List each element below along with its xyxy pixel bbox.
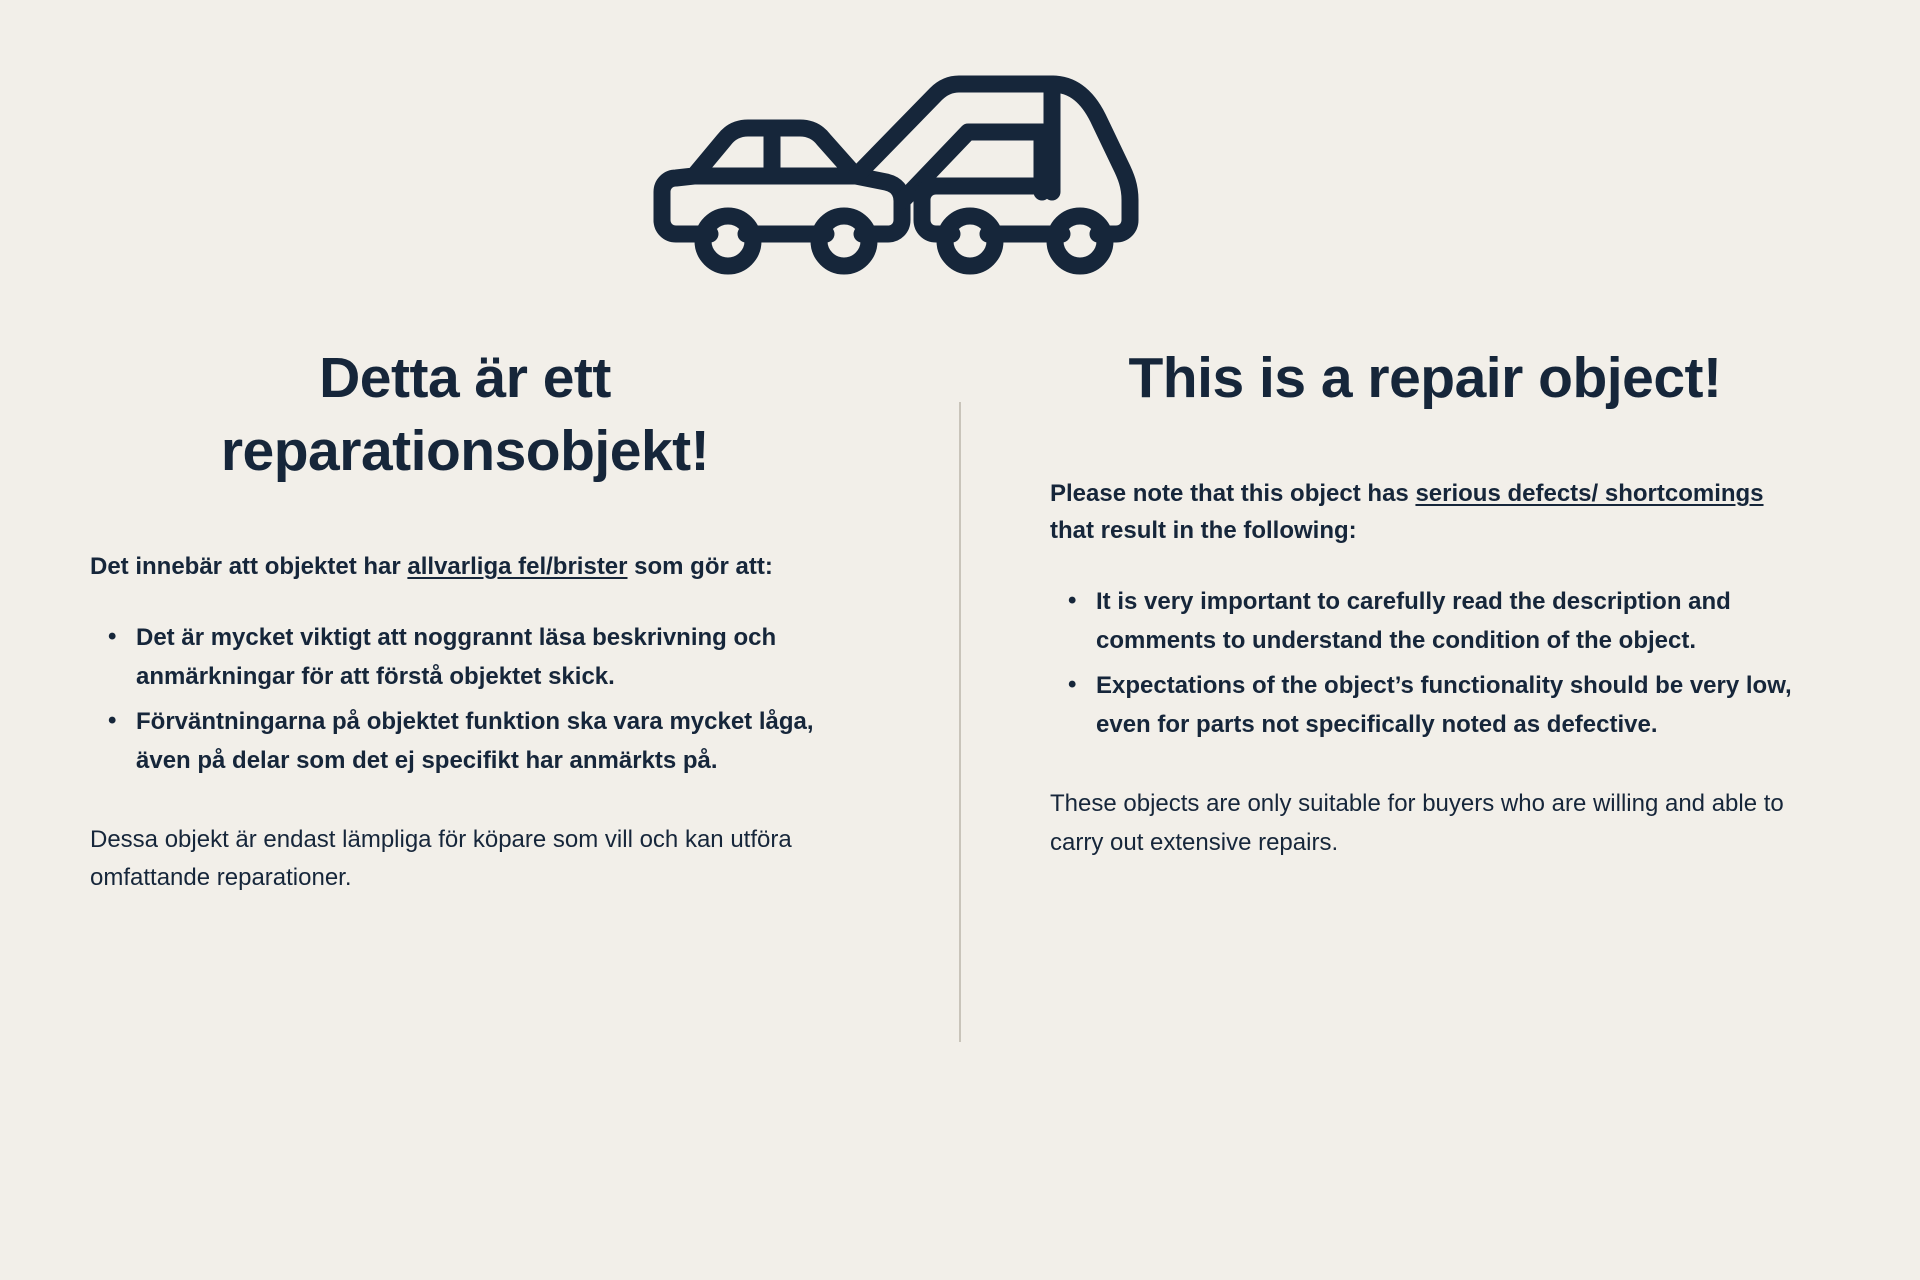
bullet-list-sv <box>90 619 840 781</box>
column-divider <box>959 402 961 1042</box>
lead-text-after-sv: som gör att: <box>627 552 773 580</box>
lead-paragraph-en <box>1050 475 1800 549</box>
lead-text-after-en: that result in the following: <box>1050 517 1357 545</box>
tow-truck-towing-car-icon <box>650 60 1270 290</box>
lead-paragraph-sv <box>90 548 840 585</box>
illustration-container <box>90 60 1830 320</box>
column-english <box>960 342 1830 898</box>
lead-underlined-en: serious defects/ shortcomings <box>1415 479 1764 507</box>
page-title-en: This is a repair object! <box>1128 346 1722 410</box>
column-swedish <box>90 342 960 898</box>
footnote-en: These objects are only suitable for buyers who are willing and able to carry out extensive repairs. <box>1050 789 1784 856</box>
lead-text-before-en: Please note that this object has <box>1050 479 1416 507</box>
footnote-sv: Dessa objekt är endast lämpliga för köpare som vill och kan utföra omfattande reparationer. <box>90 825 792 892</box>
lead-underlined-sv: allvarliga fel/brister <box>407 552 628 580</box>
list-item: • It is very important to carefully read the description and comments to understand the condition of the object. <box>1096 583 1800 661</box>
bullet-list-en <box>1050 583 1800 745</box>
list-item: • Det är mycket viktigt att noggrannt läsa beskrivning och anmärkningar för att förstå objektet skick. <box>136 619 840 697</box>
lead-text-before-sv: Det innebär att objektet har <box>90 552 408 580</box>
list-item: • Förväntningarna på objektet funktion ska vara mycket låga, även på delar som det ej specifikt har anmärkts på. <box>136 703 840 781</box>
list-item: • Expectations of the object’s functionality should be very low, even for parts not specifically noted as defective. <box>1096 667 1800 745</box>
page-title-sv: Detta är ett reparationsobjekt! <box>220 346 710 483</box>
two-column-body <box>90 342 1830 898</box>
